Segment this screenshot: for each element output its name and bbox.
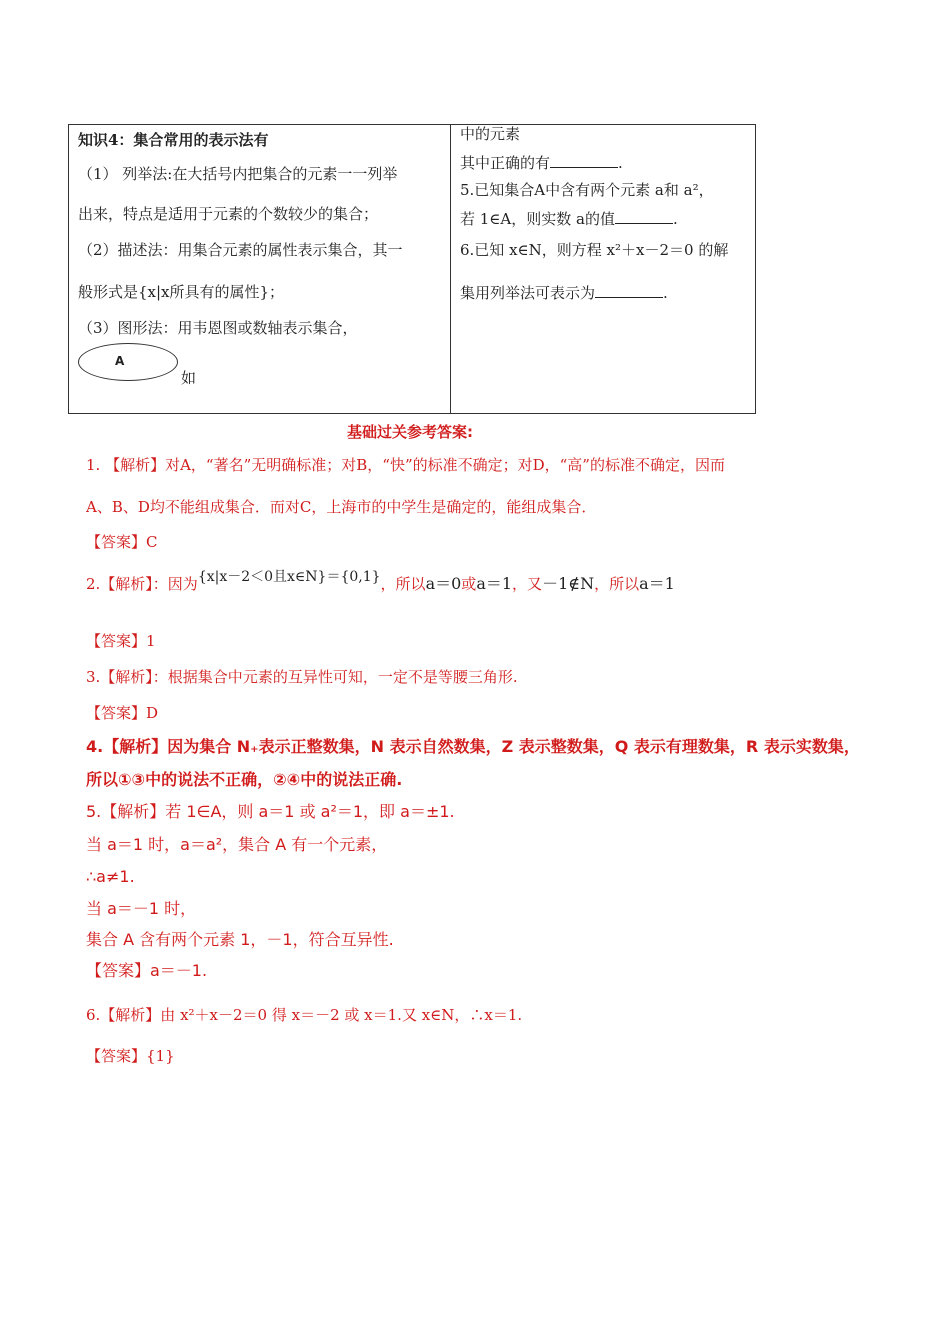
answer-3-line: 3.【解析】：根据集合中元素的互异性可知，一定不是等腰三角形. — [86, 668, 518, 686]
exercise-line2 — [460, 153, 623, 172]
exercise-5-line2 — [460, 209, 678, 228]
exercise-6-line2 — [460, 283, 668, 302]
answer-2-line — [86, 569, 675, 594]
knowledge-heading: 知识4：集合常用的表示法有 — [78, 131, 269, 149]
method-list-line2: 出来，特点是适用于元素的个数较少的集合； — [78, 205, 379, 223]
exercise-5-line1: 5.已知集合A中含有两个元素 a和 a²， — [460, 181, 714, 199]
answer-5-line4: 当 a＝－1 时， — [86, 899, 197, 918]
table-left-cell — [69, 125, 451, 413]
exercise-5-line2-text: 若 1∈A，则实数 a的值 — [460, 210, 615, 228]
answers-title: 基础过关参考答案: — [347, 423, 473, 441]
exercise-6-line2-end: . — [663, 284, 668, 302]
answer-1-line1: 1. 【解析】对A，“著名”无明确标准；对B，“快”的标准不确定；对D，“高”的标准不确定，因而 — [86, 456, 725, 474]
method-graph-line: （3）图形法：用韦恩图或数轴表示集合， — [78, 319, 358, 337]
answer-2-or: 或 — [461, 575, 477, 593]
method-describe-line2: 般形式是{x|x所具有的属性}； — [78, 283, 285, 301]
answer-blank — [550, 153, 618, 168]
answer-5-line1: 5.【解析】若 1∈A，则 a＝1 或 a²＝1，即 a＝±1. — [86, 802, 455, 821]
answer-2-mid3: ，所以 — [594, 575, 640, 593]
answer-6-result: 【答案】{1} — [86, 1047, 175, 1065]
answer-5-line5: 集合 A 含有两个元素 1，－1，符合互异性. — [86, 930, 394, 949]
exercise-5-line2-end: . — [672, 210, 678, 228]
answer-2-prefix: 2.【解析】：因为 — [86, 575, 198, 593]
answer-5-result: 【答案】a＝－1. — [86, 961, 208, 980]
knowledge-table — [68, 124, 756, 414]
answer-1-line2: A、B、D均不能组成集合．而对C，上海市的中学生是确定的，能组成集合． — [86, 498, 597, 516]
exercise-line1: 中的元素 — [460, 125, 521, 143]
venn-suffix-text: 如 — [181, 369, 197, 387]
answer-5-line2: 当 a＝1 时，a＝a²，集合 A 有一个元素， — [86, 835, 388, 854]
answer-4-line2: 所以①③中的说法不正确，②④中的说法正确. — [86, 770, 403, 789]
answer-blank — [615, 209, 673, 224]
answer-2-eq1: a＝0 — [425, 574, 462, 593]
answer-2-notin: －1∉N — [542, 574, 595, 593]
answer-2-eq3: a＝1 — [639, 574, 675, 593]
exercise-line2-end: . — [618, 154, 623, 172]
table-right-cell — [451, 125, 755, 413]
venn-label: A — [115, 354, 125, 368]
answer-3-result: 【答案】D — [86, 704, 159, 722]
exercise-line2-text: 其中正确的有 — [460, 154, 551, 172]
answer-blank — [595, 283, 663, 298]
answer-4-line1: 4.【解析】因为集合 N₊表示正整数集，N 表示自然数集，Z 表示整数集，Q 表示有理数集，R 表示实数集， — [86, 737, 860, 756]
answer-1-result: 【答案】C — [86, 533, 158, 551]
answer-2-result: 【答案】1 — [86, 632, 156, 650]
answer-2-set-formula: {x|x－2＜0且x∈N}＝{0,1} — [197, 569, 381, 585]
exercise-6-line1: 6.已知 x∈N，则方程 x²＋x－2＝0 的解 — [460, 241, 729, 259]
answer-6-line: 6.【解析】由 x²＋x－2＝0 得 x＝－2 或 x＝1.又 x∈N，∴x＝1. — [86, 1006, 523, 1024]
method-list-line1: （1） 列举法:在大括号内把集合的元素一一列举 — [78, 165, 398, 183]
answer-2-mid2: ，又 — [512, 575, 543, 593]
method-describe-line1: （2）描述法：用集合元素的属性表示集合，其一 — [78, 241, 403, 259]
venn-diagram-ellipse — [78, 343, 178, 381]
answer-2-mid1: ，所以 — [380, 575, 426, 593]
exercise-6-line2-text: 集用列举法可表示为 — [460, 284, 596, 302]
answer-2-eq2: a＝1 — [476, 574, 513, 593]
answer-5-line3: ∴a≠1. — [86, 867, 135, 886]
